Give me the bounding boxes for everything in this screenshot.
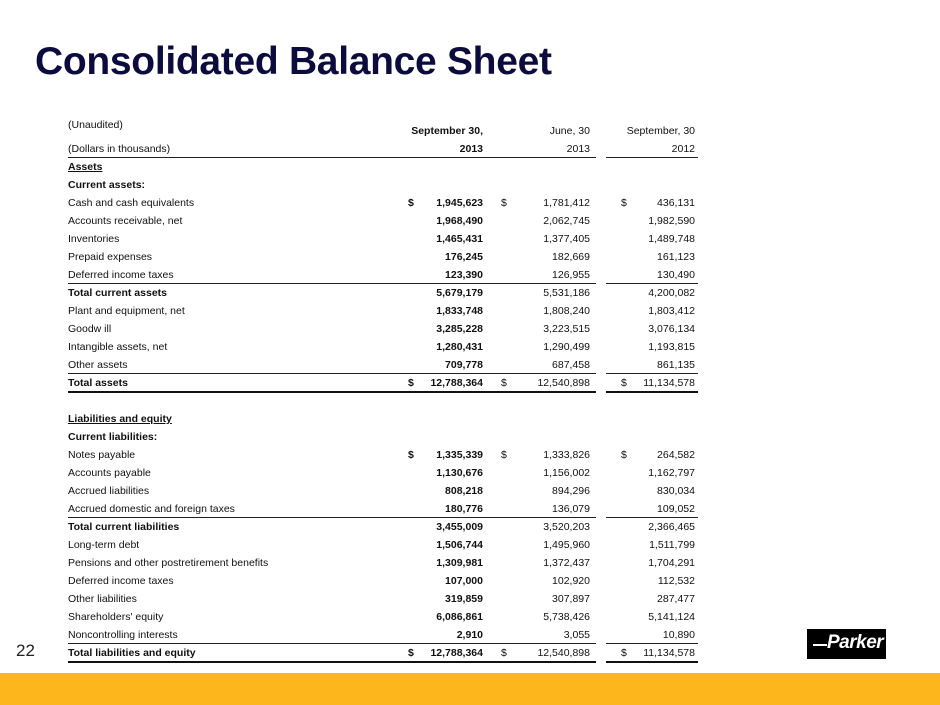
table-row xyxy=(68,554,698,572)
table-row xyxy=(68,500,698,518)
row-label: Accrued liabilities xyxy=(68,485,150,497)
value-jun-2013: 1,377,405 xyxy=(543,233,590,245)
value-jun-2013: 3,520,203 xyxy=(543,521,590,533)
value-sep-2012: 5,141,124 xyxy=(648,611,695,623)
table-row xyxy=(68,590,698,608)
value-jun-2013: 1,781,412 xyxy=(543,197,590,209)
total-current-assets-row xyxy=(68,284,698,302)
table-row xyxy=(68,230,698,248)
assets-heading: Assets xyxy=(68,161,103,173)
value-sep-2013: 1,335,339 xyxy=(436,449,483,461)
value-sep-2012: 1,193,815 xyxy=(648,341,695,353)
row-label: Shareholders' equity xyxy=(68,611,164,623)
col1-header-line2: 2013 xyxy=(459,143,483,155)
value-sep-2012: 861,135 xyxy=(657,359,695,371)
table-row xyxy=(68,482,698,500)
value-sep-2012: 10,890 xyxy=(662,629,695,641)
value-sep-2012: 3,076,134 xyxy=(648,323,695,335)
dollar-sign: $ xyxy=(501,377,507,389)
value-jun-2013: 3,223,515 xyxy=(543,323,590,335)
table-row xyxy=(68,446,698,464)
value-jun-2013: 687,458 xyxy=(552,359,590,371)
value-jun-2013: 5,531,186 xyxy=(543,287,590,299)
value-jun-2013: 1,495,960 xyxy=(543,539,590,551)
value-sep-2013: 1,309,981 xyxy=(436,557,483,569)
value-jun-2013: 1,290,499 xyxy=(543,341,590,353)
value-sep-2012: 436,131 xyxy=(657,197,695,209)
current-liabilities-heading: Current liabilities: xyxy=(68,431,158,443)
header-row-2 xyxy=(68,140,698,158)
page-title: Consolidated Balance Sheet xyxy=(35,40,552,83)
value-sep-2012: 1,704,291 xyxy=(648,557,695,569)
value-sep-2012: 161,123 xyxy=(657,251,695,263)
row-label: Accounts receivable, net xyxy=(68,215,183,227)
row-label: Cash and cash equivalents xyxy=(68,197,195,209)
liabilities-heading: Liabilities and equity xyxy=(68,413,172,425)
value-jun-2013: 894,296 xyxy=(552,485,590,497)
table-row xyxy=(68,320,698,338)
total-current-liabilities-row xyxy=(68,518,698,536)
value-sep-2013: 1,130,676 xyxy=(436,467,483,479)
value-sep-2013: 1,506,744 xyxy=(436,539,483,551)
value-sep-2012: 1,162,797 xyxy=(648,467,695,479)
value-sep-2012: 11,134,578 xyxy=(643,377,695,389)
value-sep-2013: 1,465,431 xyxy=(436,233,483,245)
value-jun-2013: 12,540,898 xyxy=(537,647,590,659)
value-sep-2012: 4,200,082 xyxy=(648,287,695,299)
value-jun-2013: 307,897 xyxy=(552,593,590,605)
dollar-sign: $ xyxy=(408,197,414,209)
value-jun-2013: 136,079 xyxy=(552,503,590,515)
row-label: Total liabilities and equity xyxy=(68,647,196,659)
value-sep-2013: 3,455,009 xyxy=(436,521,483,533)
value-sep-2012: 264,582 xyxy=(657,449,695,461)
page-number: 22 xyxy=(16,641,35,660)
table-row xyxy=(68,338,698,356)
value-jun-2013: 126,955 xyxy=(552,269,590,281)
row-label: Total current liabilities xyxy=(68,521,180,533)
value-jun-2013: 1,333,826 xyxy=(543,449,590,461)
total-assets-row xyxy=(68,374,698,392)
col2-header-line1: June, 30 xyxy=(549,125,590,137)
total-double-rule xyxy=(606,391,698,393)
value-sep-2013: 123,390 xyxy=(445,269,483,281)
header-row-1 xyxy=(68,118,698,140)
value-sep-2012: 1,982,590 xyxy=(648,215,695,227)
table-row xyxy=(68,536,698,554)
dollar-sign: $ xyxy=(621,197,627,209)
row-label: Goodw ill xyxy=(68,323,112,335)
table-row xyxy=(68,626,698,644)
dollar-sign: $ xyxy=(621,377,627,389)
row-label: Other liabilities xyxy=(68,593,137,605)
value-jun-2013: 182,669 xyxy=(552,251,590,263)
value-jun-2013: 1,808,240 xyxy=(543,305,590,317)
table-row xyxy=(68,356,698,374)
dollar-sign: $ xyxy=(501,449,507,461)
value-sep-2013: 6,086,861 xyxy=(436,611,483,623)
value-sep-2013: 808,218 xyxy=(445,485,483,497)
total-double-rule xyxy=(606,661,698,663)
row-label: Other assets xyxy=(68,359,128,371)
section-heading xyxy=(68,158,698,176)
row-label: Deferred income taxes xyxy=(68,575,174,587)
value-sep-2012: 1,489,748 xyxy=(648,233,695,245)
table-row xyxy=(68,212,698,230)
row-label: Intangible assets, net xyxy=(68,341,168,353)
value-sep-2013: 319,859 xyxy=(445,593,483,605)
row-label: Accounts payable xyxy=(68,467,151,479)
units-label: (Dollars in thousands) xyxy=(68,143,171,155)
spacer xyxy=(68,392,698,410)
row-label: Long-term debt xyxy=(68,539,140,551)
value-sep-2013: 5,679,179 xyxy=(436,287,483,299)
dollar-sign: $ xyxy=(408,647,414,659)
balance-sheet-table xyxy=(68,118,698,662)
value-sep-2013: 12,788,364 xyxy=(430,647,483,659)
logo-text: Parker xyxy=(827,632,884,653)
value-sep-2013: 3,285,228 xyxy=(436,323,483,335)
table-row xyxy=(68,464,698,482)
table-row xyxy=(68,266,698,284)
value-sep-2013: 107,000 xyxy=(445,575,483,587)
value-jun-2013: 1,156,002 xyxy=(543,467,590,479)
col3-header-line2: 2012 xyxy=(671,143,695,155)
value-sep-2012: 11,134,578 xyxy=(643,647,695,659)
row-label: Accrued domestic and foreign taxes xyxy=(68,503,235,515)
table-row xyxy=(68,248,698,266)
unaudited-label: (Unaudited) xyxy=(68,119,123,131)
value-sep-2013: 1,968,490 xyxy=(436,215,483,227)
logo-stroke xyxy=(813,644,827,646)
value-sep-2012: 130,490 xyxy=(657,269,695,281)
value-sep-2012: 112,532 xyxy=(657,575,695,587)
subsection-heading xyxy=(68,428,698,446)
row-label: Prepaid expenses xyxy=(68,251,153,263)
value-sep-2013: 180,776 xyxy=(445,503,483,515)
row-label: Notes payable xyxy=(68,449,136,461)
value-jun-2013: 2,062,745 xyxy=(543,215,590,227)
current-assets-heading: Current assets: xyxy=(68,179,146,191)
section-heading xyxy=(68,410,698,428)
value-sep-2013: 1,833,748 xyxy=(436,305,483,317)
table-row xyxy=(68,194,698,212)
table-row xyxy=(68,302,698,320)
value-jun-2013: 102,920 xyxy=(552,575,590,587)
row-label: Pensions and other postretirement benefits xyxy=(68,557,269,569)
value-sep-2012: 830,034 xyxy=(657,485,695,497)
value-sep-2013: 1,280,431 xyxy=(436,341,483,353)
dollar-sign: $ xyxy=(621,647,627,659)
row-label: Inventories xyxy=(68,233,120,245)
dollar-sign: $ xyxy=(621,449,627,461)
row-label: Noncontrolling interests xyxy=(68,629,178,641)
row-label: Plant and equipment, net xyxy=(68,305,185,317)
col3-header-line1: September, 30 xyxy=(626,125,695,137)
subsection-heading xyxy=(68,176,698,194)
value-sep-2012: 2,366,465 xyxy=(648,521,695,533)
col1-header-line1: September 30, xyxy=(411,125,483,137)
total-liabilities-equity-row xyxy=(68,644,698,662)
row-label: Deferred income taxes xyxy=(68,269,174,281)
footer-bar xyxy=(0,673,940,705)
value-jun-2013: 1,372,437 xyxy=(543,557,590,569)
row-label: Total assets xyxy=(68,377,128,389)
value-sep-2012: 109,052 xyxy=(657,503,695,515)
total-double-rule xyxy=(68,661,596,663)
value-jun-2013: 12,540,898 xyxy=(537,377,590,389)
total-double-rule xyxy=(68,391,596,393)
value-sep-2013: 176,245 xyxy=(445,251,483,263)
dollar-sign: $ xyxy=(408,449,414,461)
dollar-sign: $ xyxy=(501,197,507,209)
value-sep-2013: 2,910 xyxy=(456,629,483,641)
table-row xyxy=(68,572,698,590)
value-sep-2012: 287,477 xyxy=(657,593,695,605)
table-row xyxy=(68,608,698,626)
value-sep-2012: 1,511,799 xyxy=(649,539,695,551)
col2-header-line2: 2013 xyxy=(566,143,590,155)
value-sep-2012: 1,803,412 xyxy=(648,305,695,317)
value-sep-2013: 1,945,623 xyxy=(436,197,483,209)
value-sep-2013: 12,788,364 xyxy=(430,377,483,389)
value-jun-2013: 5,738,426 xyxy=(543,611,590,623)
parker-logo xyxy=(807,629,886,659)
dollar-sign: $ xyxy=(501,647,507,659)
value-jun-2013: 3,055 xyxy=(563,629,590,641)
value-sep-2013: 709,778 xyxy=(445,359,483,371)
dollar-sign: $ xyxy=(408,377,414,389)
row-label: Total current assets xyxy=(68,287,168,299)
